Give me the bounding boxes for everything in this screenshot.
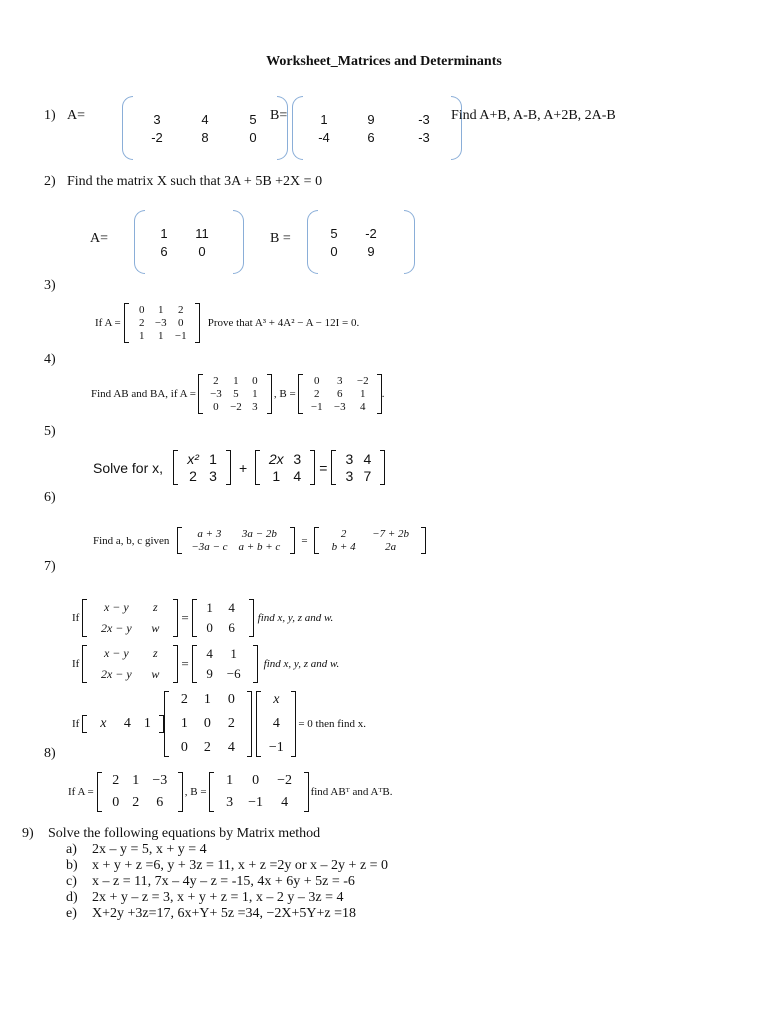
q9-item-b: b) x + y + z =6, y + 3z = 11, x + z =2y or x – 2y + z = 0 [66, 858, 389, 873]
q9-item-c: c) x – z = 11, 7x – 4y – z = -15, 4x + 6y + 5z = -6 [66, 874, 355, 889]
q8-matrix-a: 2 1 −3 0 2 6 [97, 772, 183, 812]
q6-number: 6) [44, 490, 56, 505]
q7-p3-row-vector: x 4 1 [82, 715, 164, 733]
q2-text: Find the matrix X such that 3A + 5B +2X = 0 [67, 174, 323, 189]
worksheet-title: Worksheet_Matrices and Determinants [266, 54, 502, 69]
q7-p1-right-matrix: 1 4 0 6 [192, 599, 254, 637]
q5-matrix-2: 2x 3 1 4 [255, 450, 315, 485]
q2-a-label: A= [90, 231, 109, 246]
q9-block [22, 826, 388, 922]
q5-matrix-1: x² 1 2 3 [173, 450, 231, 485]
q4-number: 4) [44, 352, 56, 367]
q8-matrix-b: 1 0 −2 3 −1 4 [209, 772, 309, 812]
q1-b-label: B= [270, 108, 288, 123]
q4-matrix-b: 0 3 −2 2 6 1 −1 −3 4 [298, 374, 382, 414]
q9-item-e: e) X+2y +3z=17, 6x+Y+ 5z =34, −2X+5Y+z =18 [66, 906, 357, 921]
q1-number: 1) [44, 108, 56, 123]
q6-matrix-2: 2 −7 + 2b b + 4 2a [314, 527, 426, 554]
q2-number: 2) [44, 174, 56, 189]
q7-p3-matrix: 2 1 0 1 0 2 0 2 4 [164, 691, 252, 757]
q7-p2-right-matrix: 4 1 9 −6 [192, 645, 258, 683]
q2-matrix-b: 5 -2 0 9 [307, 210, 415, 274]
q7-p1-left-matrix: x − y z 2x − y w [82, 599, 178, 637]
q9-item-a: a) 2x – y = 5, x + y = 4 [66, 842, 207, 857]
q7-p2-left-matrix: x − y z 2x − y w [82, 645, 178, 683]
q2-b-label: B = [270, 231, 291, 246]
q7-part-1: If x − y z 2x − y w = 1 4 0 6 find x, y, z and w. [72, 600, 334, 635]
q1-a-label: A= [67, 108, 86, 123]
q5-number: 5) [44, 424, 56, 439]
q8-statement: If A = 2 1 −3 0 2 6 , B = 1 0 −2 3 −1 4 find ABᵀ and AᵀB. [68, 773, 393, 810]
q3-number: 3) [44, 278, 56, 293]
q8-number: 8) [44, 746, 56, 761]
q1-matrix-a: 3 4 5 -2 8 0 [122, 96, 288, 160]
q1-task: Find A+B, A-B, A+2B, 2A-B [451, 108, 616, 123]
q7-p3-column-vector: x 4 −1 [256, 691, 296, 757]
q4-statement: Find AB and BA, if A = 2 1 0 −3 5 1 0 −2 3 , B = 0 3 −2 2 6 1 −1 −3 4 . [91, 375, 385, 413]
q5-statement: Solve for x, x² 1 2 3 + 2x 3 1 4 = 3 4 3 7 [93, 450, 385, 485]
q6-statement: Find a, b, c given a + 3 3a − 2b −3a − c a + b + c = 2 −7 + 2b b + 4 2a [93, 527, 426, 554]
q2-matrix-a: 1 11 6 0 [134, 210, 244, 274]
q9-item-d: d) 2x + y – z = 3, x + y + z = 1, x – 2 y – 3z = 4 [66, 890, 344, 905]
q7-number: 7) [44, 559, 56, 574]
q3-statement: If A = 0 1 2 2 −3 0 1 1 −1 Prove that A³ + 4A² − A − 12I = 0. [95, 304, 360, 342]
q9-number: 9) [22, 826, 34, 841]
q5-matrix-3: 3 4 3 7 [331, 450, 385, 485]
q4-matrix-a: 2 1 0 −3 5 1 0 −2 3 [198, 374, 272, 414]
q9-text: Solve the following equations by Matrix method [48, 826, 321, 841]
q3-matrix-a: 0 1 2 2 −3 0 1 1 −1 [124, 303, 200, 343]
q7-part-2: If x − y z 2x − y w = 4 1 9 −6 find x, y, z and w. [72, 646, 340, 681]
q6-matrix-1: a + 3 3a − 2b −3a − c a + b + c [177, 527, 295, 554]
q1-matrix-b: 1 9 -3 -4 6 -3 [292, 96, 462, 160]
q7-part-3: If x 4 1 2 1 0 1 0 2 0 2 4 x 4 −1 = 0 then find x. [72, 692, 366, 755]
